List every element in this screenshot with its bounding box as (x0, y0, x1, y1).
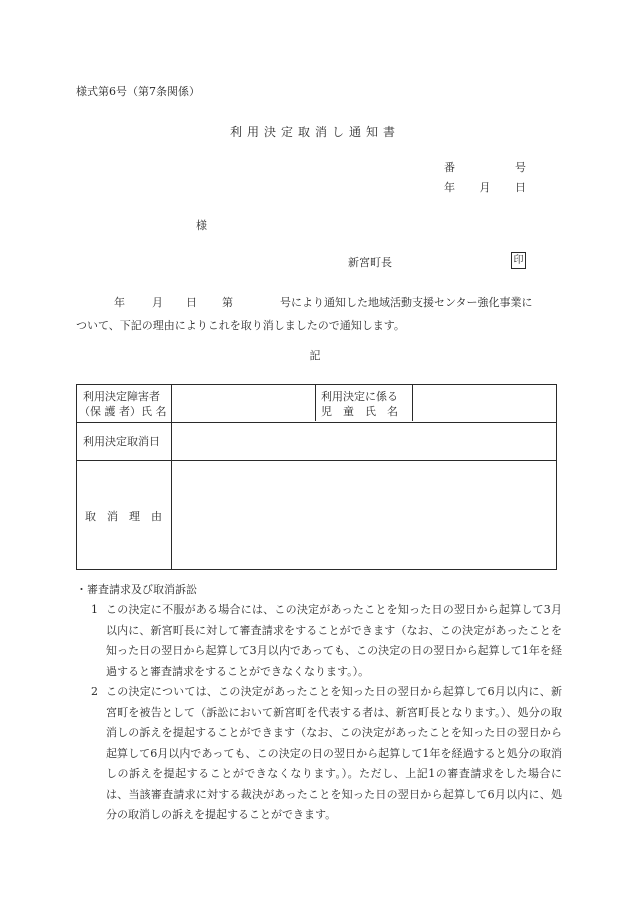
revocation-date-label: 利用決定取消日 (83, 435, 160, 448)
intro-day: 日 (186, 296, 197, 309)
note-item-2 (76, 682, 562, 826)
applicant-label-line-2: （保 護 者）氏 名 (79, 405, 167, 418)
intro-paragraph (76, 291, 556, 337)
document-date-row (444, 182, 526, 193)
seal-mark: 印 (511, 252, 526, 269)
go-label: 号 (515, 161, 526, 174)
intro-line-1 (76, 291, 556, 314)
intro-month: 月 (152, 296, 163, 309)
intro-year: 年 (114, 296, 125, 309)
note-item-1 (76, 600, 562, 682)
form-number: 様式第6号（第7条関係） (76, 85, 200, 98)
revocation-reason-cell[interactable] (172, 461, 556, 569)
revocation-reason-label: 取 消 理 由 (85, 510, 162, 523)
document-title: 利用決定取消し通知書 (229, 125, 400, 139)
addressee-honorific: 様 (196, 219, 207, 232)
revocation-date-cell[interactable] (172, 423, 556, 460)
intro-line-2: ついて、下記の理由によりこれを取り消しましたので通知します。 (76, 319, 405, 332)
ban-label: 番 (444, 161, 455, 174)
intro-dai: 第 (222, 296, 233, 309)
appeal-notes (76, 580, 562, 826)
year-label: 年 (444, 181, 455, 194)
note-number: 1 (91, 603, 98, 616)
notes-header: ・審査請求及び取消訴訟 (76, 583, 197, 596)
child-label-line-2: 児 童 氏 名 (321, 405, 398, 418)
intro-line-1-rest: 号により通知した地域活動支援センター強化事業に (280, 296, 533, 309)
note-text: この決定に不服がある場合には、この決定があったことを知った日の翌日から起算して3月以内に、新宮町長に対して審査請求をすることができます（なお、この決定があったことを知った日の翌日から起算して3月以内であっても、この決定の日の翌日から起算して1年を経過すると審査請求をすることができなくなります。）。 (106, 603, 562, 678)
day-label: 日 (515, 181, 526, 194)
document-number-row (444, 162, 526, 173)
note-number: 2 (91, 685, 98, 698)
note-text: この決定については、この決定があったことを知った日の翌日から起算して6月以内に、新宮町を被告として（訴訟において新宮町を代表する者は、新宮町長となります。）、処分の取消しの訴えを提起することができます（なお、この決定があったことを知った日の翌日から起算して6月以内であっても、この決定の日の翌日から起算して1年を経過すると処分の取消しの訴えを提起することができなくなります。）。ただし、上記1の審査請求をした場合には、当該審査請求に対する裁決があったことを知った日の翌日から起算して6月以内に、処分の取消しの訴えを提起することができます。 (106, 685, 562, 821)
child-label-line-1: 利用決定に係る (321, 390, 398, 403)
applicant-label-line-1: 利用決定障害者 (83, 390, 160, 403)
details-table (76, 384, 557, 570)
issuer-name: 新宮町長 (348, 256, 392, 269)
month-label: 月 (479, 181, 491, 194)
applicant-name-cell[interactable] (172, 385, 315, 422)
ki-heading: 記 (309, 349, 321, 362)
child-name-cell[interactable] (413, 385, 556, 422)
